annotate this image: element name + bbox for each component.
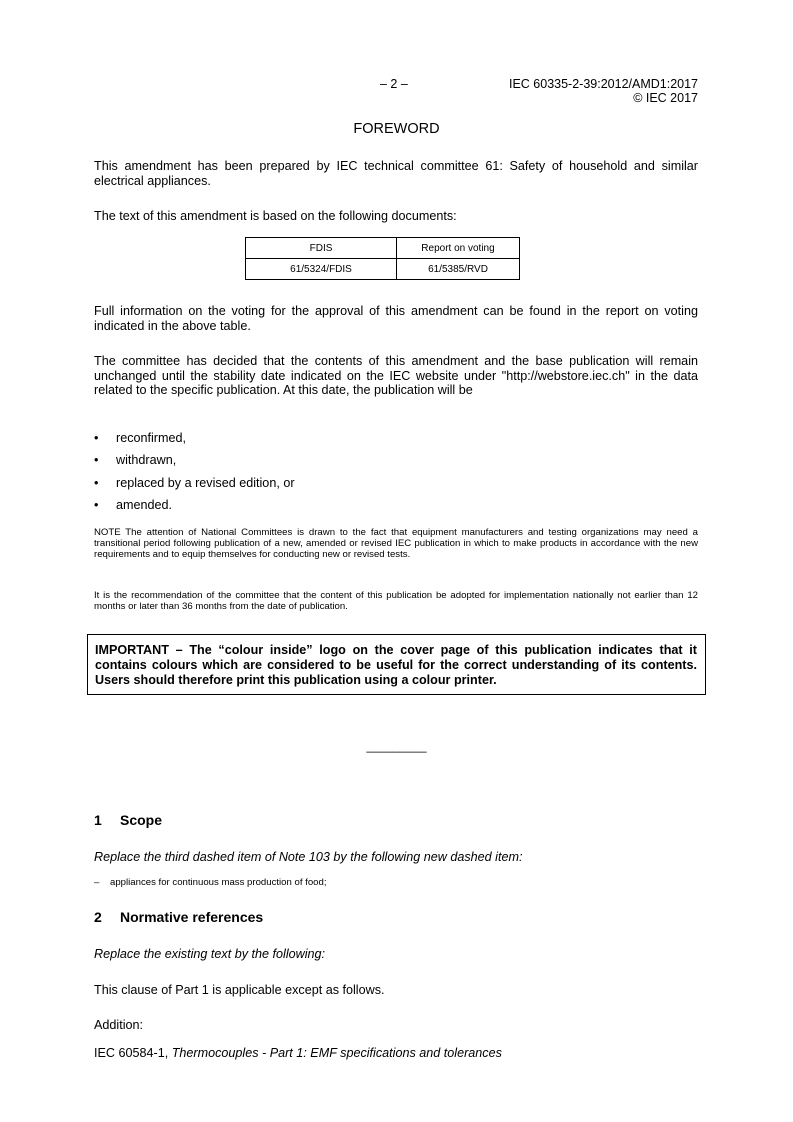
section-number: 2 — [94, 909, 102, 925]
table-row — [246, 259, 520, 280]
normative-text: This clause of Part 1 is applicable except as follows. — [94, 983, 385, 997]
table-header-cell: FDIS — [246, 238, 397, 259]
section-title: Scope — [120, 812, 163, 828]
note-text: NOTE The attention of National Committees is drawn to the fact that equipment manufacturers and testing organizations may need a transitional period following publication of a new, amended or revised IEC publication in which to make products in accordance with the new requirements and to equip themselves for conducting new or revised tests. — [94, 527, 698, 560]
table-header-cell: Report on voting — [397, 238, 520, 259]
reference-id: IEC 60584-1, — [94, 1046, 172, 1060]
page-number: – 2 – — [380, 77, 408, 91]
section-number: 1 — [94, 812, 102, 828]
foreword-paragraph-4: The committee has decided that the contents of this amendment and the base publication will remain unchanged until the stability date indicated on the IEC website under "http://webstore.iec.ch" in the data related to the specific publication. At this date, the publication will be — [94, 354, 698, 398]
section-title: Normative references — [120, 909, 264, 925]
bullet-icon: • — [94, 431, 99, 445]
recommendation-text: It is the recommendation of the committee that the content of this publication be adopted for implementation nationally not earlier than 12 months or later than 36 months from the date of publication. — [94, 590, 698, 612]
reference-entry — [94, 1046, 698, 1061]
important-notice-box: IMPORTANT – The “colour inside” logo on the cover page of this publication indicates that it contains colours which are considered to be useful for the correct understanding of its contents. Users should therefore print this publication using a colour printer. — [87, 634, 706, 695]
addition-label: Addition: — [94, 1018, 144, 1032]
bullet-icon: • — [94, 453, 99, 467]
foreword-title: FOREWORD — [353, 121, 440, 137]
table-header-row — [246, 238, 520, 259]
section-separator: _________ — [366, 739, 427, 753]
foreword-paragraph-2: The text of this amendment is based on the following documents: — [94, 209, 457, 223]
scope-instruction: Replace the third dashed item of Note 103 by the following new dashed item: — [94, 850, 523, 864]
scope-dashed-item: – appliances for continuous mass production of food; — [94, 877, 327, 888]
copyright-notice: © IEC 2017 — [633, 91, 698, 105]
foreword-paragraph-3: Full information on the voting for the approval of this amendment can be found in the report on voting indicated in the above table. — [94, 304, 698, 333]
reference-title: Thermocouples - Part 1: EMF specifications and tolerances — [171, 1046, 502, 1060]
bullet-icon: • — [94, 476, 99, 490]
normative-instruction: Replace the existing text by the following: — [94, 947, 326, 961]
documents-table — [245, 237, 520, 280]
bullet-icon: • — [94, 498, 99, 512]
foreword-paragraph-1: This amendment has been prepared by IEC technical committee 61: Safety of household and similar electrical appliances. — [94, 159, 698, 188]
table-cell: 61/5385/RVD — [397, 259, 520, 280]
table-cell: 61/5324/FDIS — [246, 259, 397, 280]
document-id: IEC 60335-2-39:2012/AMD1:2017 — [508, 77, 698, 91]
